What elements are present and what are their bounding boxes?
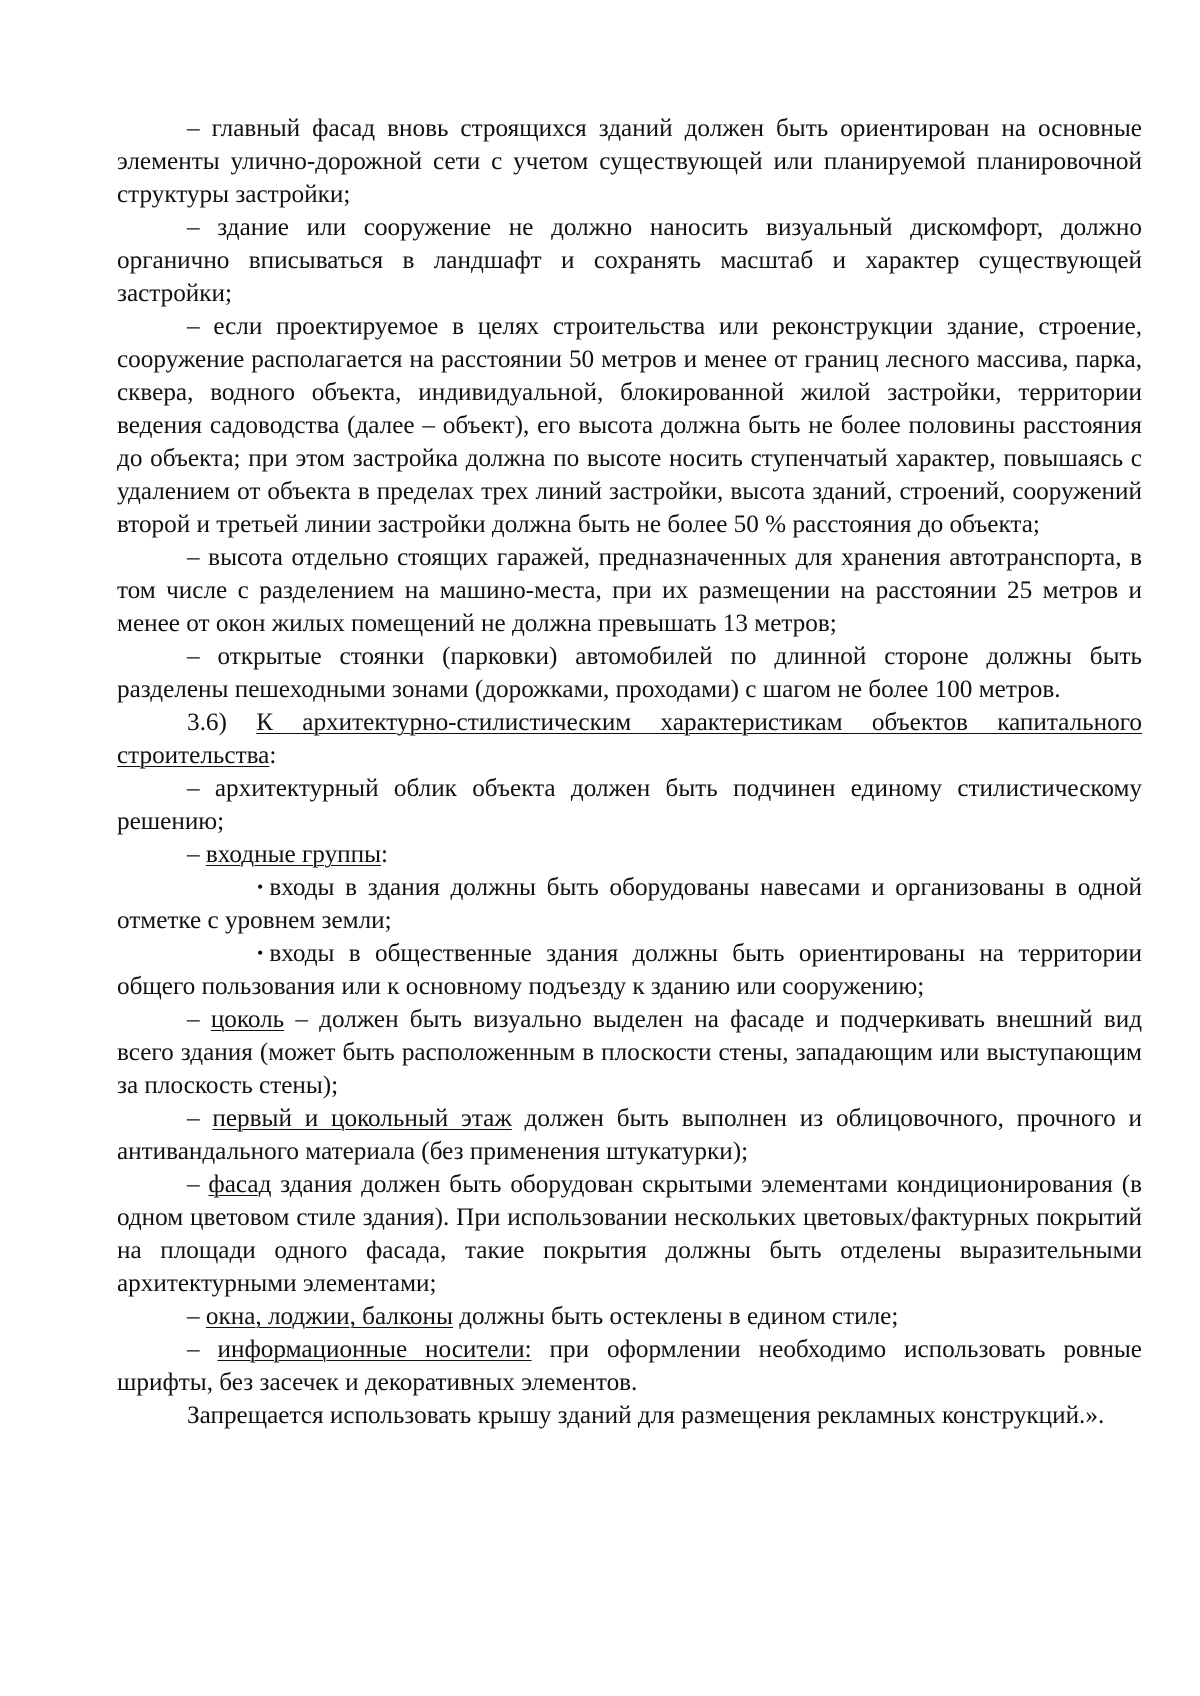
section-title: К архитектурно-стилистическим характеристикам объектов капитального строительства (117, 709, 1143, 769)
term-ground-floor: первый и цокольный этаж (212, 1105, 512, 1132)
bullet-text: входы в здания должны быть оборудованы навесами и организованы в одной отметке с уровнем земли; (117, 874, 1142, 934)
paragraph-body: должен быть выполнен из облицовочного, прочного и антивандального материала (без применения штукатурки); (117, 1105, 1143, 1165)
paragraph-facade-conditioning (117, 1168, 1142, 1300)
bullet-item-canopies (117, 871, 1142, 937)
paragraph-ground-floor (117, 1102, 1142, 1168)
colon-suffix: : (381, 841, 389, 868)
paragraph-parking-zones: – открытые стоянки (парковки) автомобилей по длинной стороне должны быть разделены пешеходными зонами (дорожками, проходами) с шагом не более 100 метров. (117, 643, 1142, 703)
paragraph-windows-glazing (117, 1300, 1142, 1333)
bullet-item-public-entrances (117, 937, 1142, 1003)
paragraph-visual-discomfort: – здание или сооружение не должно наносить визуальный дискомфорт, должно органично вписываться в ландшафт и сохранять масштаб и характер существующей застройки; (117, 214, 1142, 307)
dash-prefix: – (187, 1006, 211, 1033)
bullet-icon: • (257, 943, 264, 963)
section-heading-3-6 (117, 706, 1142, 772)
dash-prefix: – (187, 1105, 213, 1132)
term-windows-loggias-balconies: окна, лоджии, балконы (205, 1303, 453, 1330)
paragraph-height-limit-50m: – если проектируемое в целях строительства или реконструкции здание, строение, сооружение располагается на расстоянии 50 метров и менее от границ лесного массива, парка, сквера, водного объекта, индивидуальной, блокированной жилой застройки, территории ведения садоводства (далее – объект), его высота должна быть не более половины расстояния до объекта; при этом застройка должна по высоте носить ступенчатый характер, повышаясь с удалением от объекта в пределах трех линий застройки, высота зданий, строений, сооружений второй и третьей линии застройки должна быть не более 50 % расстояния до объекта; (117, 313, 1142, 538)
dash-prefix: – (187, 1303, 206, 1330)
paragraph-garage-height: – высота отдельно стоящих гаражей, предназначенных для хранения автотранспорта, в том числе с разделением на машино-места, при их размещении на расстоянии 25 метров и менее от окон жилых помещений не должна превышать 13 метров; (117, 544, 1142, 637)
term-information-carriers: информационные носители: (217, 1336, 532, 1363)
paragraph-body: – должен быть визуально выделен на фасаде и подчеркивать внешний вид всего здания (может быть расположенным в плоскости стены, западающим или выступающим за плоскость стены); (117, 1006, 1143, 1099)
paragraph-architectural-appearance: – архитектурный облик объекта должен быть подчинен единому стилистическому решению; (117, 775, 1142, 835)
paragraph-facade-orientation: – главный фасад вновь строящихся зданий должен быть ориентирован на основные элементы улично-дорожной сети с учетом существующей или планируемой планировочной структуры застройки; (117, 115, 1142, 208)
dash-prefix: – (187, 1336, 218, 1363)
paragraph-information-carriers (117, 1333, 1142, 1399)
term-plinth: цоколь (210, 1006, 285, 1033)
section-number: 3.6) (187, 709, 257, 736)
paragraph-body: должны быть остеклены в едином стиле; (452, 1303, 899, 1330)
term-entrance-groups: входные группы (205, 841, 382, 868)
dash-prefix: – (187, 1171, 209, 1198)
paragraph-entrance-groups (117, 838, 1142, 871)
paragraph-body: при оформлении необходимо использовать ровные шрифты, без засечек и декоративных элементов. (117, 1336, 1142, 1396)
section-colon: : (269, 742, 277, 769)
paragraph-body: здания должен быть оборудован скрытыми элементами кондиционирования (в одном цветовом стиле здания). При использовании нескольких цветовых/фактурных покрытий на площади одного фасада, такие покрытия должны быть отделены выразительными архитектурными элементами; (117, 1171, 1142, 1297)
dash-prefix: – (187, 841, 206, 868)
paragraph-plinth (117, 1003, 1142, 1102)
bullet-text: входы в общественные здания должны быть ориентированы на территории общего пользования или к основному подъезду к зданию или сооружению; (117, 940, 1142, 1000)
term-facade: фасад (208, 1171, 272, 1198)
bullet-icon: • (257, 877, 264, 897)
paragraph-roof-advertising-ban: Запрещается использовать крышу зданий для размещения рекламных конструкций.». (187, 1402, 1105, 1429)
